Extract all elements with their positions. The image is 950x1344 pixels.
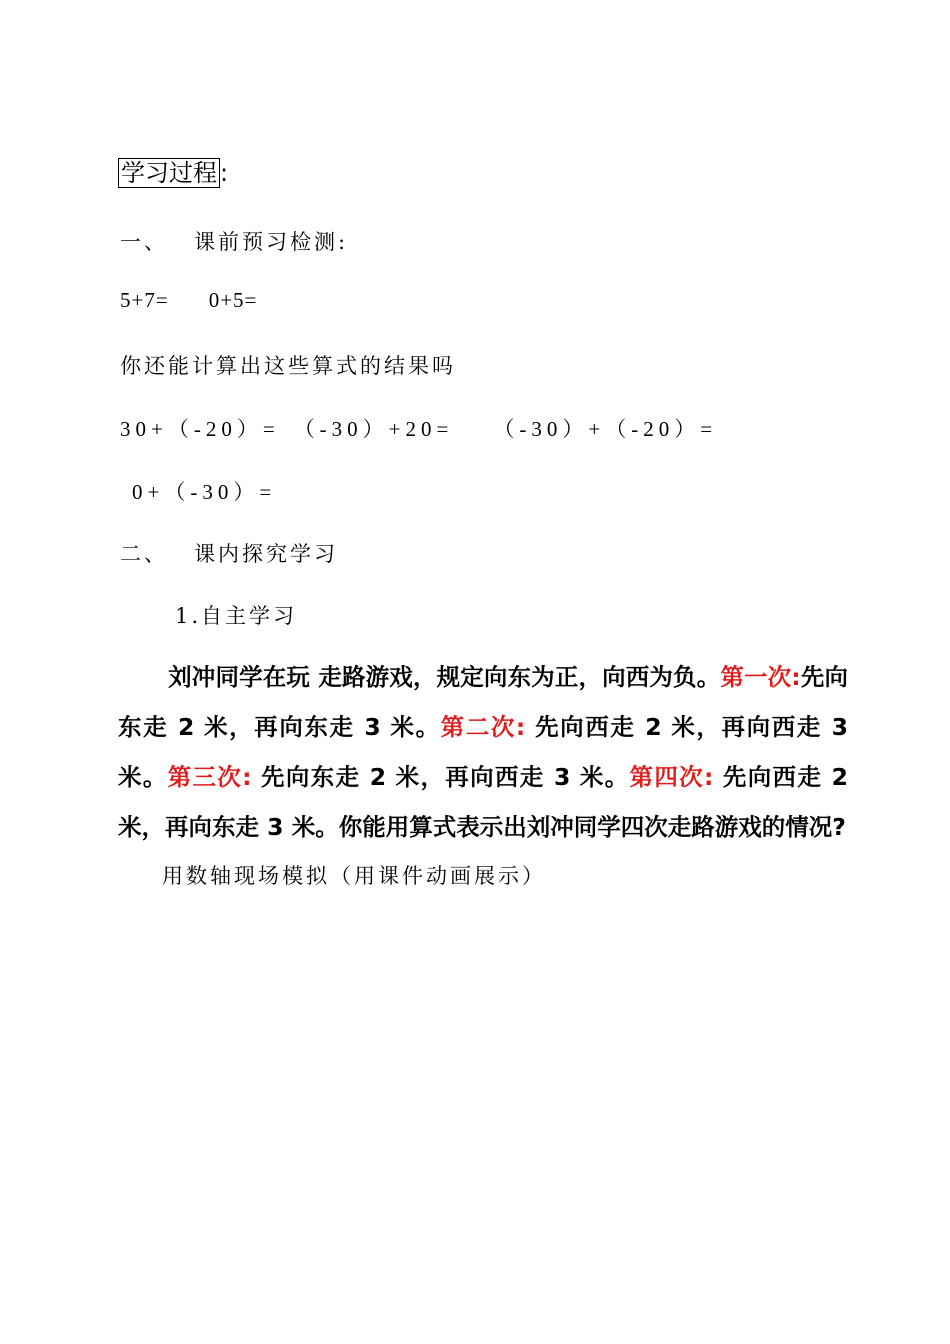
story-time4-label: 第四次: (629, 763, 714, 791)
part2-number: 二、 (120, 542, 168, 566)
exercise-eq3: （-30）+（-20）= (493, 417, 718, 441)
exercise-eq4: 0+（-30）= (132, 480, 277, 504)
story-time1-label: 第一次: (720, 663, 801, 691)
warmup-eq2: 0+5= (208, 288, 258, 312)
story-time4-text: 先向西走 2 米，再向东走 3 米。 (118, 763, 849, 841)
section-title (118, 158, 228, 188)
story-time3-text: 先向东走 2 米，再向西走 3 米。 (251, 763, 630, 791)
section-title-label: 学习过程 (118, 158, 220, 188)
part1-title: 课前预习检测: (194, 230, 349, 254)
warmup-eq1: 5+7= (120, 288, 169, 312)
section-title-colon: : (220, 159, 229, 187)
part1-number: 一、 (120, 230, 168, 254)
story-paragraph (118, 652, 848, 852)
story-time3-label: 第三次: (167, 763, 252, 791)
exercise-eq2: （-30）+20= (293, 417, 454, 441)
exercise-eq1: 30+（-20）= (120, 417, 280, 441)
subsection-title: 1.自主学习 (175, 604, 298, 628)
part1-heading (120, 226, 348, 256)
exercise-row-1 (120, 413, 717, 443)
story-time1-text: 先向东走 2 米，再向东走 3 米。 (118, 663, 848, 741)
story-closing: 你能用算式表示出刘冲同学四次走路游戏的情况? (338, 813, 846, 841)
question-text: 你还能计算出这些算式的结果吗 (120, 354, 456, 378)
story-time2-label: 第二次: (440, 713, 526, 741)
part2-title: 课内探究学习 (194, 542, 338, 566)
exercise-row-2 (132, 476, 276, 506)
story-intro: 刘冲同学在玩 走路游戏，规定向东为正，向西为负。 (168, 663, 721, 691)
part2-heading (120, 538, 338, 568)
story-time2-text: 先向西走 2 米，再向西走 3 米。 (118, 713, 848, 791)
warmup-equations (120, 288, 257, 313)
simulation-note: 用数轴现场模拟（用课件动画展示） (162, 864, 546, 888)
